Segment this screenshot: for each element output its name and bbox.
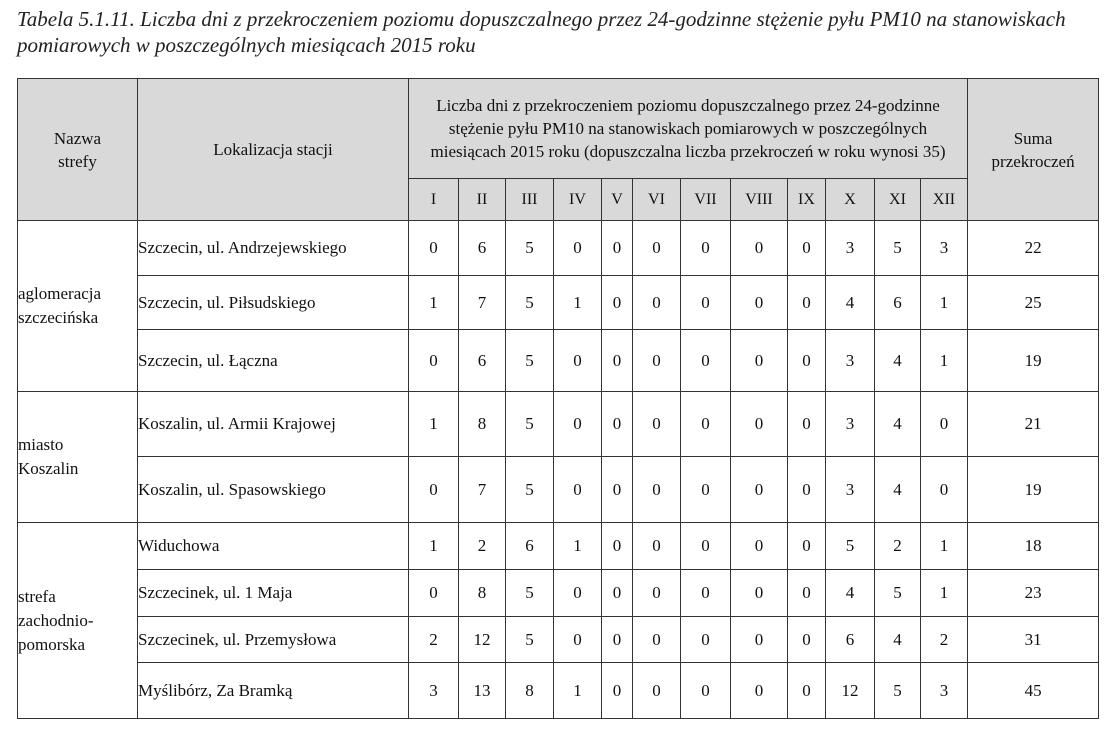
exceedance-sum: 23: [968, 570, 1099, 617]
month-value: 6: [459, 330, 506, 392]
header-sum: [968, 79, 1099, 221]
month-value: 0: [681, 276, 731, 330]
header-months-group: [409, 79, 968, 179]
month-value: 0: [409, 457, 459, 523]
header-location: Lokalizacja stacji: [138, 79, 409, 221]
month-value: 3: [826, 330, 875, 392]
month-header: III: [506, 179, 554, 221]
month-value: 0: [633, 663, 681, 719]
month-value: 5: [506, 330, 554, 392]
month-value: 8: [459, 392, 506, 457]
month-value: 0: [554, 330, 602, 392]
month-value: 7: [459, 276, 506, 330]
month-value: 4: [826, 570, 875, 617]
month-value: 1: [921, 330, 968, 392]
station-location: Szczecin, ul. Łączna: [138, 330, 409, 392]
station-location: Myślibórz, Za Bramką: [138, 663, 409, 719]
month-value: 5: [506, 457, 554, 523]
month-value: 0: [554, 221, 602, 276]
month-value: 2: [459, 523, 506, 570]
month-value: 1: [409, 392, 459, 457]
month-value: 0: [788, 663, 826, 719]
month-value: 0: [681, 330, 731, 392]
month-value: 0: [602, 617, 633, 663]
month-value: 0: [554, 392, 602, 457]
month-value: 0: [788, 392, 826, 457]
table-row: [18, 330, 1099, 392]
month-value: 5: [506, 221, 554, 276]
month-value: 4: [875, 617, 921, 663]
month-value: 3: [826, 392, 875, 457]
month-value: 0: [681, 663, 731, 719]
month-header: XI: [875, 179, 921, 221]
pm10-exceedance-table: [17, 78, 1099, 719]
zone-name-label: miasto Koszalin: [18, 435, 79, 478]
month-value: 0: [602, 523, 633, 570]
month-value: 0: [554, 570, 602, 617]
month-value: 0: [731, 523, 788, 570]
exceedance-sum: 25: [968, 276, 1099, 330]
table-row: [18, 276, 1099, 330]
table-row: [18, 617, 1099, 663]
zone-name: [18, 523, 138, 719]
month-value: 1: [921, 276, 968, 330]
month-value: 13: [459, 663, 506, 719]
station-location: Szczecin, ul. Piłsudskiego: [138, 276, 409, 330]
month-value: 1: [921, 570, 968, 617]
month-value: 0: [681, 221, 731, 276]
month-value: 0: [731, 663, 788, 719]
table-row: [18, 392, 1099, 457]
month-value: 1: [554, 663, 602, 719]
month-value: 5: [875, 663, 921, 719]
month-value: 0: [788, 523, 826, 570]
month-value: 3: [826, 457, 875, 523]
table-row: [18, 663, 1099, 719]
exceedance-sum: 19: [968, 330, 1099, 392]
month-header: V: [602, 179, 633, 221]
month-value: 0: [788, 330, 826, 392]
month-value: 8: [459, 570, 506, 617]
month-value: 2: [875, 523, 921, 570]
month-value: 0: [633, 457, 681, 523]
month-header: X: [826, 179, 875, 221]
month-value: 0: [731, 221, 788, 276]
month-value: 2: [921, 617, 968, 663]
month-value: 5: [506, 392, 554, 457]
header-zone-label: Nazwa strefy: [53, 128, 102, 171]
month-value: 7: [459, 457, 506, 523]
month-value: 3: [826, 221, 875, 276]
month-value: 6: [506, 523, 554, 570]
month-value: 0: [921, 392, 968, 457]
month-value: 0: [554, 617, 602, 663]
month-value: 4: [875, 457, 921, 523]
month-value: 1: [409, 276, 459, 330]
month-value: 3: [921, 663, 968, 719]
month-value: 0: [681, 617, 731, 663]
month-value: 0: [633, 276, 681, 330]
month-header: VIII: [731, 179, 788, 221]
exceedance-sum: 22: [968, 221, 1099, 276]
month-value: 0: [731, 330, 788, 392]
month-value: 0: [602, 330, 633, 392]
month-value: 0: [633, 523, 681, 570]
month-value: 0: [731, 617, 788, 663]
month-header: IX: [788, 179, 826, 221]
month-value: 5: [506, 276, 554, 330]
month-value: 0: [602, 221, 633, 276]
month-value: 0: [731, 457, 788, 523]
month-value: 0: [633, 617, 681, 663]
station-location: Koszalin, ul. Spasowskiego: [138, 457, 409, 523]
month-value: 12: [826, 663, 875, 719]
month-value: 6: [875, 276, 921, 330]
table-row: [18, 457, 1099, 523]
month-value: 4: [826, 276, 875, 330]
station-location: Szczecinek, ul. Przemysłowa: [138, 617, 409, 663]
month-value: 0: [409, 570, 459, 617]
month-value: 5: [826, 523, 875, 570]
header-sum-label: Suma przekroczeń: [991, 128, 1075, 171]
month-value: 0: [633, 330, 681, 392]
month-header: II: [459, 179, 506, 221]
month-value: 6: [826, 617, 875, 663]
exceedance-sum: 18: [968, 523, 1099, 570]
zone-name: [18, 221, 138, 392]
month-value: 0: [602, 663, 633, 719]
month-value: 1: [921, 523, 968, 570]
month-value: 5: [875, 570, 921, 617]
month-value: 4: [875, 330, 921, 392]
month-value: 6: [459, 221, 506, 276]
month-value: 0: [633, 221, 681, 276]
month-header: VII: [681, 179, 731, 221]
month-value: 0: [633, 570, 681, 617]
month-value: 5: [506, 617, 554, 663]
station-location: Szczecinek, ul. 1 Maja: [138, 570, 409, 617]
station-location: Szczecin, ul. Andrzejewskiego: [138, 221, 409, 276]
month-value: 0: [731, 392, 788, 457]
exceedance-sum: 31: [968, 617, 1099, 663]
month-value: 0: [921, 457, 968, 523]
header-zone: [18, 79, 138, 221]
month-value: 0: [788, 221, 826, 276]
table-row: [18, 221, 1099, 276]
month-value: 0: [409, 221, 459, 276]
zone-name-label: aglomeracja szczecińska: [18, 284, 102, 327]
month-value: 0: [409, 330, 459, 392]
month-value: 0: [681, 523, 731, 570]
month-value: 0: [731, 276, 788, 330]
month-value: 8: [506, 663, 554, 719]
exceedance-sum: 21: [968, 392, 1099, 457]
zone-name-label: strefa zachodnio-pomorska: [18, 586, 94, 654]
month-value: 0: [788, 617, 826, 663]
table-row: [18, 570, 1099, 617]
station-location: Widuchowa: [138, 523, 409, 570]
month-value: 5: [875, 221, 921, 276]
month-value: 0: [788, 570, 826, 617]
month-header: VI: [633, 179, 681, 221]
table-row: [18, 523, 1099, 570]
month-value: 0: [681, 570, 731, 617]
month-value: 0: [602, 457, 633, 523]
month-value: 0: [554, 457, 602, 523]
month-value: 0: [788, 276, 826, 330]
month-value: 0: [602, 276, 633, 330]
month-value: 0: [602, 570, 633, 617]
month-value: 5: [506, 570, 554, 617]
month-value: 12: [459, 617, 506, 663]
month-value: 1: [409, 523, 459, 570]
month-value: 0: [681, 457, 731, 523]
zone-name: [18, 392, 138, 523]
month-value: 0: [681, 392, 731, 457]
header-months-group-label: Liczba dni z przekroczeniem poziomu dopuszczalnego przez 24-godzinne stężenie pyłu PM10 na stanowiskach pomiarowych w poszczególnych miesiącach 2015 roku (dopuszczalna liczba przekroczeń w roku wynosi 35): [430, 96, 946, 161]
month-value: 2: [409, 617, 459, 663]
exceedance-sum: 45: [968, 663, 1099, 719]
table-caption: Tabela 5.1.11. Liczba dni z przekroczeniem poziomu dopuszczalnego przez 24-godzinne stężenie pyłu PM10 na stanowiskach pomiarowych w poszczególnych miesiącach 2015 roku: [17, 7, 1066, 57]
month-header: IV: [554, 179, 602, 221]
month-value: 3: [921, 221, 968, 276]
month-header: I: [409, 179, 459, 221]
month-value: 3: [409, 663, 459, 719]
month-value: 4: [875, 392, 921, 457]
month-header: XII: [921, 179, 968, 221]
month-value: 1: [554, 523, 602, 570]
month-value: 1: [554, 276, 602, 330]
month-value: 0: [788, 457, 826, 523]
month-value: 0: [731, 570, 788, 617]
station-location: Koszalin, ul. Armii Krajowej: [138, 392, 409, 457]
month-value: 0: [602, 392, 633, 457]
month-value: 0: [633, 392, 681, 457]
table-body: [18, 221, 1099, 719]
exceedance-sum: 19: [968, 457, 1099, 523]
